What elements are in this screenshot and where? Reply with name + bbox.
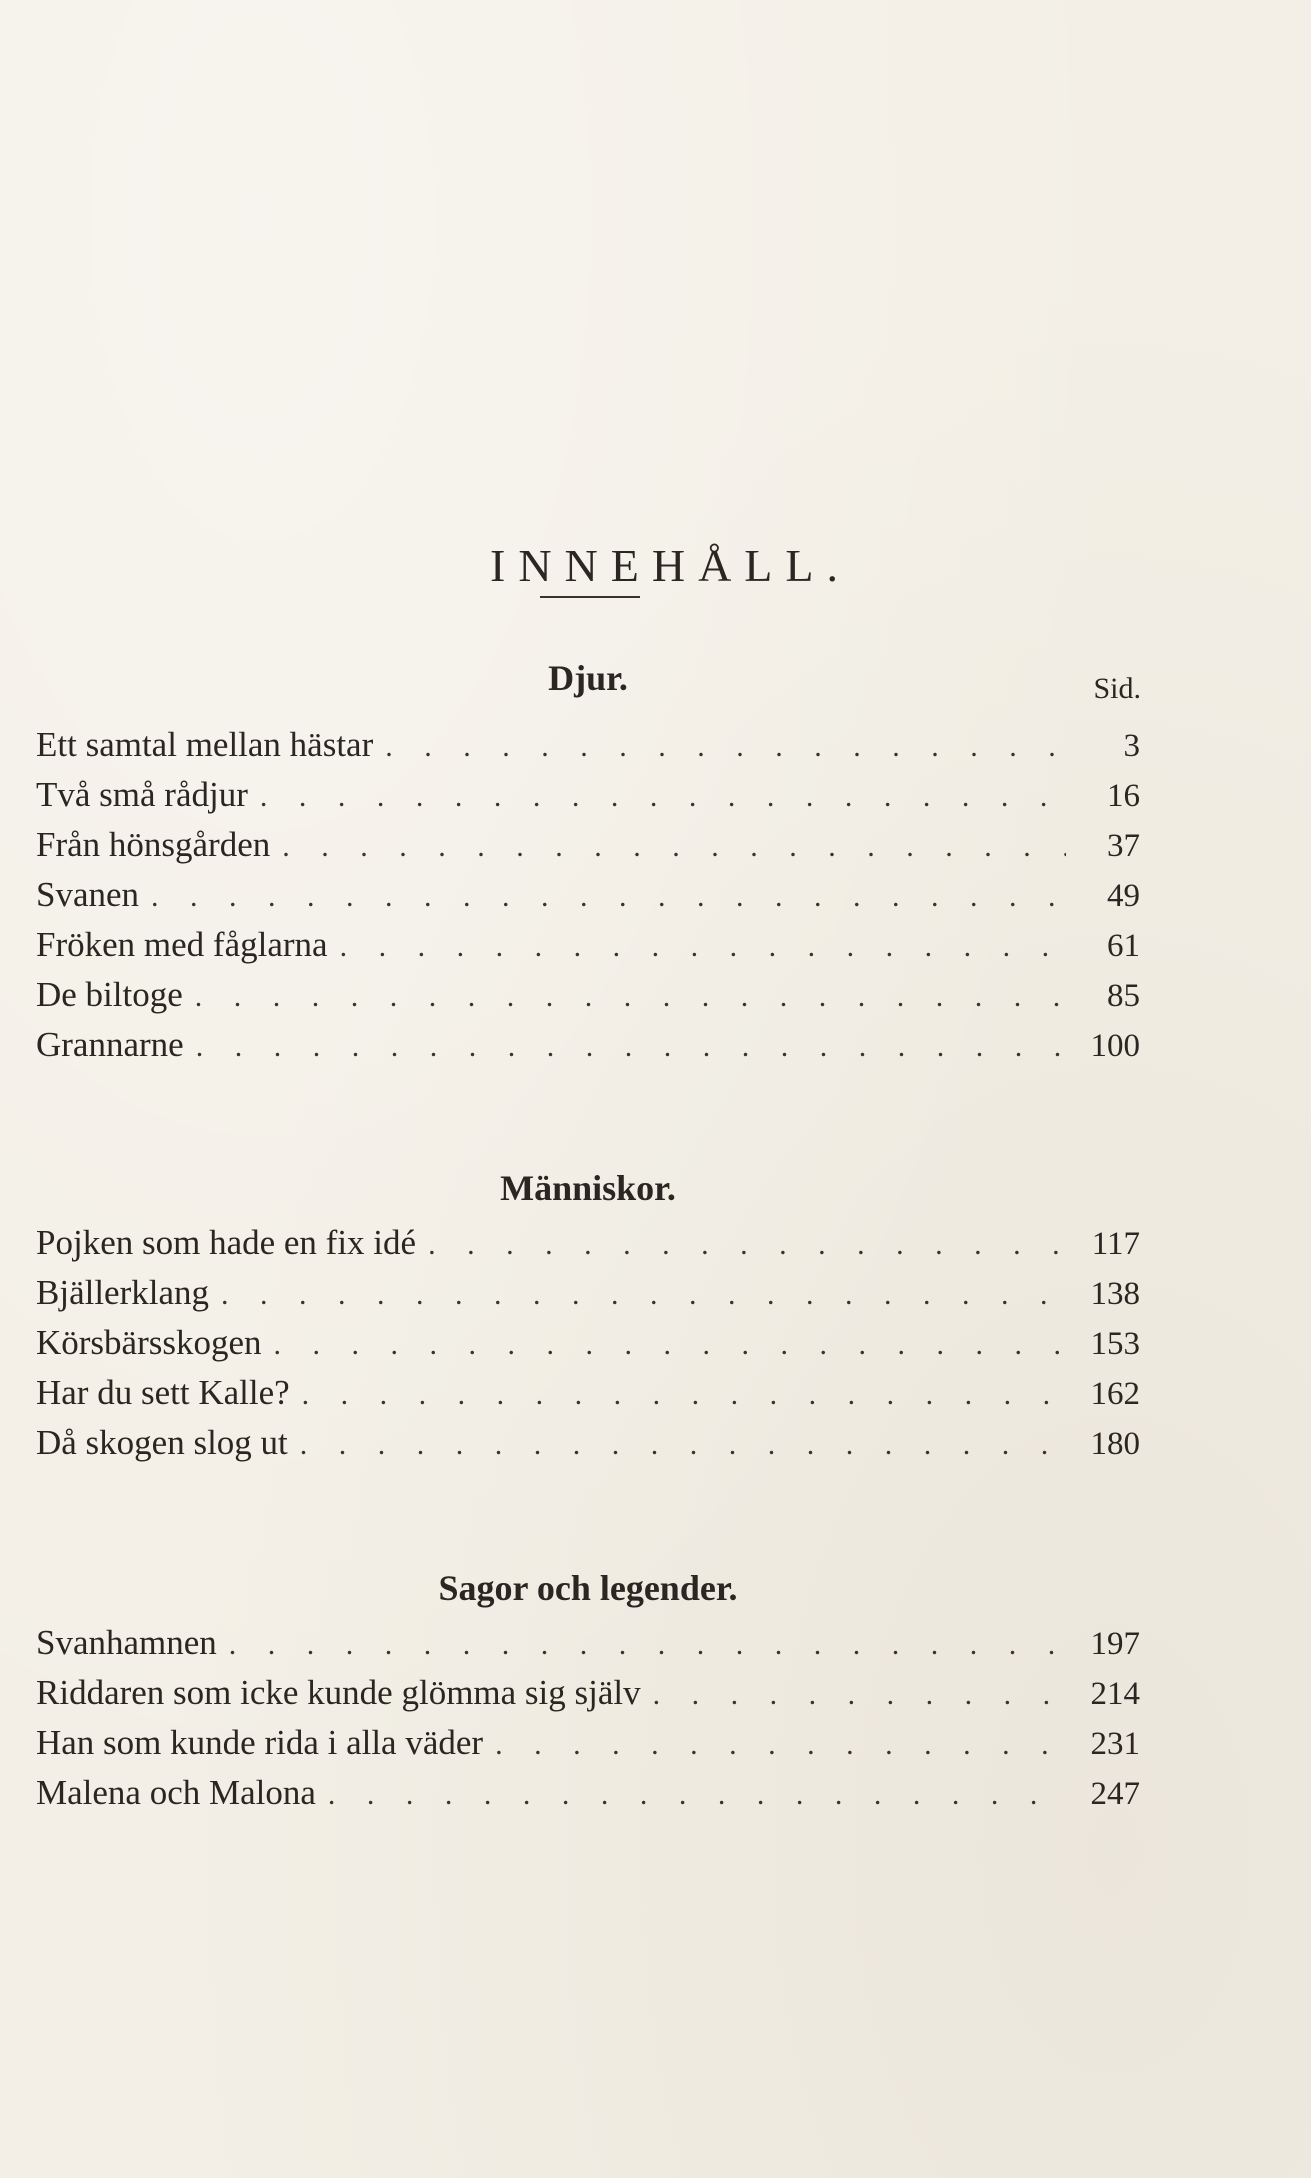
- entry-page-number: 37: [1107, 828, 1140, 864]
- toc-entry: [36, 1718, 1140, 1768]
- toc-list: [36, 1618, 1140, 1818]
- entry-page-number: 247: [1090, 1776, 1140, 1812]
- toc-entry: [36, 970, 1140, 1020]
- entry-title: Svanhamnen: [36, 1623, 217, 1662]
- section-heading: Sagor och legender.: [438, 1568, 738, 1608]
- dot-leader: [196, 1022, 1066, 1072]
- dot-leader: [221, 1270, 1066, 1320]
- entry-page-number: 16: [1107, 778, 1140, 814]
- toc-entry: [36, 920, 1140, 970]
- dot-leader: [151, 872, 1066, 922]
- toc-entry: [36, 820, 1140, 870]
- entry-title: Pojken som hade en fix idé: [36, 1223, 417, 1262]
- entry-page-number: 197: [1090, 1626, 1140, 1662]
- entry-page-number: 153: [1090, 1326, 1140, 1362]
- dot-leader: [260, 772, 1066, 822]
- toc-entry: [36, 1318, 1140, 1368]
- dot-leader: [195, 972, 1066, 1022]
- entry-page-number: 117: [1091, 1226, 1140, 1262]
- entry-page-number: 49: [1107, 878, 1140, 914]
- toc-entry: [36, 870, 1140, 920]
- section-manniskor: [36, 1170, 1140, 1468]
- section-heading: Människor.: [500, 1168, 676, 1208]
- entry-title: Fröken med fåglarna: [36, 925, 328, 964]
- dot-leader: [495, 1720, 1066, 1770]
- entry-title: Han som kunde rida i alla väder: [36, 1723, 484, 1762]
- entry-title: Då skogen slog ut: [36, 1423, 288, 1462]
- entry-page-number: 138: [1090, 1276, 1140, 1312]
- toc-entry: [36, 1218, 1140, 1268]
- toc-list: [36, 720, 1140, 1070]
- entry-title: Körsbärsskogen: [36, 1323, 262, 1362]
- dot-leader: [340, 922, 1066, 972]
- dot-leader: [328, 1770, 1066, 1820]
- toc-entry: [36, 1668, 1140, 1718]
- toc-entry: [36, 1368, 1140, 1418]
- toc-entry: [36, 1418, 1140, 1468]
- section-sagor-och-legender: [36, 1570, 1140, 1818]
- dot-leader: [653, 1670, 1066, 1720]
- dot-leader: [274, 1320, 1066, 1370]
- dot-leader: [300, 1420, 1066, 1470]
- entry-title: Riddaren som icke kunde glömma sig själv: [36, 1673, 641, 1712]
- toc-entry: [36, 1268, 1140, 1318]
- entry-page-number: 231: [1090, 1726, 1140, 1762]
- entry-title: Grannarne: [36, 1025, 184, 1064]
- entry-page-number: 100: [1090, 1028, 1140, 1064]
- entry-page-number: 85: [1107, 978, 1140, 1014]
- entry-page-number: 214: [1090, 1676, 1140, 1712]
- entry-page-number: 3: [1123, 728, 1140, 764]
- toc-entry: [36, 1768, 1140, 1818]
- entry-title: Bjällerklang: [36, 1273, 210, 1312]
- page-column-label: Sid.: [1093, 672, 1141, 705]
- entry-title: Ett samtal mellan hästar: [36, 725, 374, 764]
- dot-leader: [428, 1220, 1066, 1270]
- dot-leader: [385, 722, 1066, 772]
- toc-entry: [36, 1020, 1140, 1070]
- entry-title: Har du sett Kalle?: [36, 1373, 290, 1412]
- page-title: INNEHÅLL.: [490, 539, 851, 591]
- toc-list: [36, 1218, 1140, 1468]
- entry-title: De biltoge: [36, 975, 183, 1014]
- section-djur: [36, 660, 1140, 1070]
- dot-leader: [229, 1620, 1066, 1670]
- toc-entry: [36, 1618, 1140, 1668]
- toc-entry: [36, 770, 1140, 820]
- section-heading: Djur.: [548, 658, 628, 698]
- entry-title: Från hönsgården: [36, 825, 271, 864]
- entry-page-number: 162: [1090, 1376, 1140, 1412]
- dot-leader: [302, 1370, 1066, 1420]
- entry-title: Malena och Malona: [36, 1773, 316, 1812]
- entry-title: Svanen: [36, 875, 140, 914]
- entry-title: Två små rådjur: [36, 775, 248, 814]
- entry-page-number: 61: [1107, 928, 1140, 964]
- toc-entry: [36, 720, 1140, 770]
- dot-leader: [282, 822, 1066, 872]
- title-rule: [540, 596, 640, 598]
- entry-page-number: 180: [1090, 1426, 1140, 1462]
